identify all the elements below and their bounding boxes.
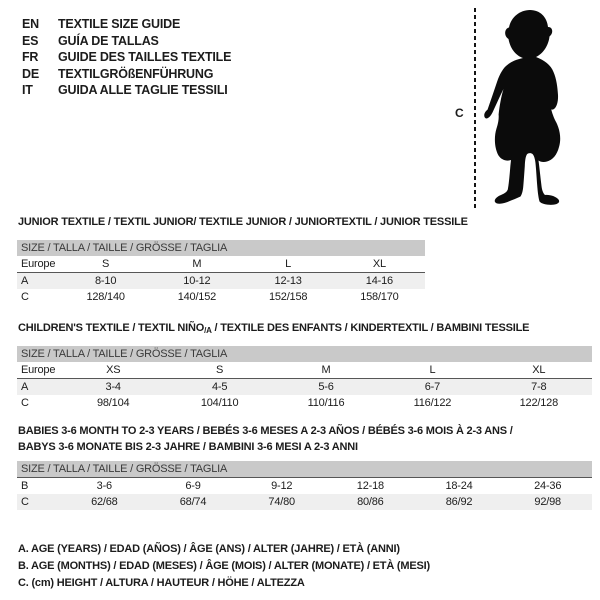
row-label: B — [21, 480, 29, 492]
language-code: IT — [22, 83, 33, 98]
size-value-cell: 6-9 — [185, 480, 201, 492]
size-value-cell: 4-5 — [211, 381, 228, 393]
toddler-silhouette-icon — [481, 8, 573, 208]
language-row — [22, 16, 231, 33]
language-code: ES — [22, 33, 39, 48]
size-value-cell: 122/128 — [519, 397, 559, 409]
height-measure-line — [474, 8, 476, 210]
footnote-line: A. AGE (YEARS) / EDAD (AÑOS) / ÂGE (ANS) / ALTER (JAHRE) / ETÀ (ANNI) — [18, 543, 400, 555]
table-row — [17, 395, 592, 411]
row-label: C — [21, 496, 29, 508]
size-value-cell: 12-18 — [356, 480, 384, 492]
size-value-cell: 12-13 — [274, 275, 302, 287]
size-value-cell: 18-24 — [445, 480, 473, 492]
size-value-cell: 74/80 — [268, 496, 295, 508]
column-header-cell: Europe — [21, 364, 56, 376]
size-value-cell: 104/110 — [200, 397, 239, 409]
size-header-bar: SIZE / TALLA / TAILLE / GRÖSSE / TAGLIA — [17, 346, 592, 362]
footnote-line: C. (cm) HEIGHT / ALTURA / HAUTEUR / HÖHE / ALTEZZA — [18, 577, 305, 589]
size-value-cell: 5-6 — [318, 381, 334, 393]
size-value-cell: 110/116 — [307, 397, 345, 409]
table-row — [17, 289, 425, 305]
column-header-cell: M — [321, 364, 331, 376]
size-value-cell: 158/170 — [360, 291, 399, 303]
row-label: A — [21, 275, 29, 287]
column-header-row — [17, 362, 592, 379]
table-row — [17, 494, 592, 510]
size-value-cell: 6-7 — [424, 381, 441, 393]
footnote-line: B. AGE (MONTHS) / EDAD (MESES) / ÂGE (MOIS) / ALTER (MONATE) / ETÀ (MESI) — [18, 560, 430, 572]
column-header-cell: S — [216, 364, 224, 376]
height-measure-label: C — [455, 106, 464, 120]
babies-table-title-line2: BABYS 3-6 MONATE BIS 2-3 JAHRE / BAMBINI 3-6 MESI A 2-3 ANNI — [18, 441, 358, 453]
size-header-bar: SIZE / TALLA / TAILLE / GRÖSSE / TAGLIA — [17, 461, 592, 478]
size-header-bar: SIZE / TALLA / TAILLE / GRÖSSE / TAGLIA — [17, 240, 425, 256]
size-value-cell: 14-16 — [365, 275, 393, 287]
children-title-text: CHILDREN'S TEXTILE / TEXTIL NIÑO — [18, 322, 205, 334]
table-row — [17, 379, 592, 395]
babies-table-title-line1: BABIES 3-6 MONTH TO 2-3 YEARS / BEBÉS 3-6 MESES A 2-3 AÑOS / BÉBÉS 3-6 MOIS À 2-3 ANS / — [18, 425, 513, 437]
size-value-cell: 62/68 — [91, 496, 118, 508]
table-row — [17, 273, 425, 289]
column-header-row — [17, 256, 425, 273]
language-code: FR — [22, 50, 39, 65]
language-row — [22, 82, 231, 99]
size-value-cell: 7-8 — [531, 381, 547, 393]
row-label: C — [21, 397, 29, 409]
language-code: DE — [22, 66, 39, 81]
column-header-cell: XL — [372, 258, 386, 270]
column-header-cell: L — [285, 258, 292, 270]
size-value-cell: 152/158 — [268, 291, 308, 303]
language-guide — [22, 16, 231, 99]
language-code: EN — [22, 17, 39, 32]
size-value-cell: 3-6 — [96, 480, 112, 492]
language-label: GUÍA DE TALLAS — [58, 33, 159, 48]
language-row — [22, 49, 231, 66]
language-label: TEXTILGRÖßENFÜHRUNG — [58, 66, 214, 81]
row-label: A — [21, 381, 29, 393]
size-value-cell: 8-10 — [95, 275, 117, 287]
language-row — [22, 66, 231, 83]
size-value-cell: 140/152 — [177, 291, 217, 303]
language-label: TEXTILE SIZE GUIDE — [58, 17, 181, 32]
size-value-cell: 80/86 — [357, 496, 384, 508]
size-value-cell: 98/104 — [96, 397, 130, 409]
column-header-cell: XL — [532, 364, 546, 376]
column-header-cell: S — [102, 258, 110, 270]
children-title-subscript: /A — [204, 326, 212, 335]
babies-size-table — [17, 461, 592, 510]
size-value-cell: 116/122 — [413, 397, 452, 409]
footnotes — [18, 541, 430, 592]
children-title-text: / TEXTILE DES ENFANTS / KINDERTEXTIL / BAMBINI TESSILE — [211, 322, 530, 334]
size-value-cell: 3-4 — [105, 381, 121, 393]
children-table-title — [18, 322, 529, 335]
language-row — [22, 33, 231, 50]
size-value-cell: 9-12 — [271, 480, 293, 492]
junior-size-table — [17, 240, 425, 305]
column-header-cell: M — [192, 258, 202, 270]
language-label: GUIDE DES TAILLES TEXTILE — [58, 50, 232, 65]
size-value-cell: 24-36 — [534, 480, 562, 492]
size-value-cell: 68/74 — [179, 496, 207, 508]
children-size-table — [17, 346, 592, 411]
table-row — [17, 478, 592, 494]
row-label: C — [21, 291, 29, 303]
size-value-cell: 128/140 — [86, 291, 125, 303]
size-value-cell: 86/92 — [445, 496, 473, 508]
junior-table-title: JUNIOR TEXTILE / TEXTIL JUNIOR/ TEXTILE JUNIOR / JUNIORTEXTIL / JUNIOR TESSILE — [18, 216, 468, 228]
size-value-cell: 10-12 — [183, 275, 211, 287]
column-header-cell: L — [429, 364, 436, 376]
column-header-cell: XS — [106, 364, 121, 376]
column-header-cell: Europe — [21, 258, 56, 270]
size-value-cell: 92/98 — [534, 496, 561, 508]
language-label: GUIDA ALLE TAGLIE TESSILI — [58, 83, 228, 98]
